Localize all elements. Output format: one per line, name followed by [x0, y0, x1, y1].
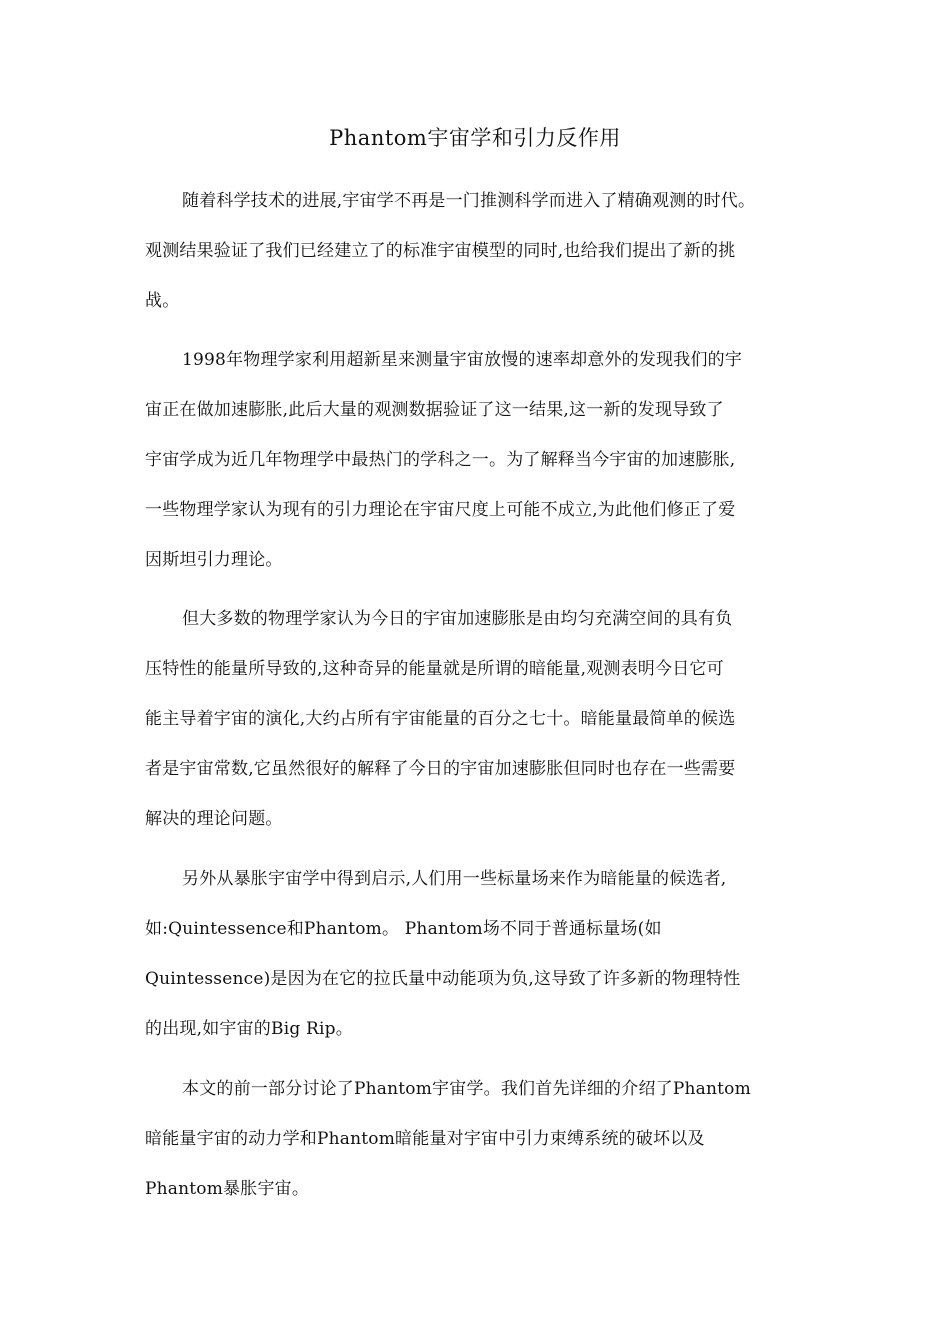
paragraph-line: 战。: [145, 291, 180, 311]
document-title: Phantom宇宙学和引力反作用: [329, 126, 621, 150]
paragraph-line: 宙正在做加速膨胀,此后大量的观测数据验证了这一结果,这一新的发现导致了: [145, 400, 724, 420]
paragraph-line: 本文的前一部分讨论了Phantom宇宙学。我们首先详细的介绍了Phantom: [182, 1079, 751, 1099]
paragraph-line: 解决的理论问题。: [145, 809, 283, 829]
paragraph-line: Quintessence)是因为在它的拉氏量中动能项为负,这导致了许多新的物理特性: [145, 969, 741, 989]
paragraph-line: 随着科学技术的进展,宇宙学不再是一门推测科学而进入了精确观测的时代。: [182, 191, 756, 211]
paragraph-line: 1998年物理学家利用超新星来测量宇宙放慢的速率却意外的发现我们的宇: [182, 350, 743, 370]
paragraph-line: 能主导着宇宙的演化,大约占所有宇宙能量的百分之七十。暗能量最简单的候选: [145, 709, 736, 729]
paragraph-line: 因斯坦引力理论。: [145, 550, 283, 570]
paragraph-line: 的出现,如宇宙的Big Rip。: [145, 1019, 353, 1039]
paragraph-line: Phantom暴胀宇宙。: [145, 1179, 310, 1199]
paragraph-line: 但大多数的物理学家认为今日的宇宙加速膨胀是由均匀充满空间的具有负: [182, 609, 733, 629]
paragraph-line: 一些物理学家认为现有的引力理论在宇宙尺度上可能不成立,为此他们修正了爱: [145, 500, 736, 520]
paragraph-line: 另外从暴胀宇宙学中得到启示,人们用一些标量场来作为暗能量的候选者,: [182, 869, 727, 889]
paragraph-line: 暗能量宇宙的动力学和Phantom暗能量对宇宙中引力束缚系统的破坏以及: [145, 1129, 705, 1149]
paragraph-line: 如:Quintessence和Phantom。 Phantom场不同于普通标量场(如: [145, 919, 662, 939]
paragraph-line: 压特性的能量所导致的,这种奇异的能量就是所谓的暗能量,观测表明今日它可: [145, 659, 724, 679]
paragraph-line: 宇宙学成为近几年物理学中最热门的学科之一。为了解释当今宇宙的加速膨胀,: [145, 450, 736, 470]
paragraph-line: 者是宇宙常数,它虽然很好的解释了今日的宇宙加速膨胀但同时也存在一些需要: [145, 759, 736, 779]
paragraph-line: 观测结果验证了我们已经建立了的标准宇宙模型的同时,也给我们提出了新的挑: [145, 241, 736, 261]
